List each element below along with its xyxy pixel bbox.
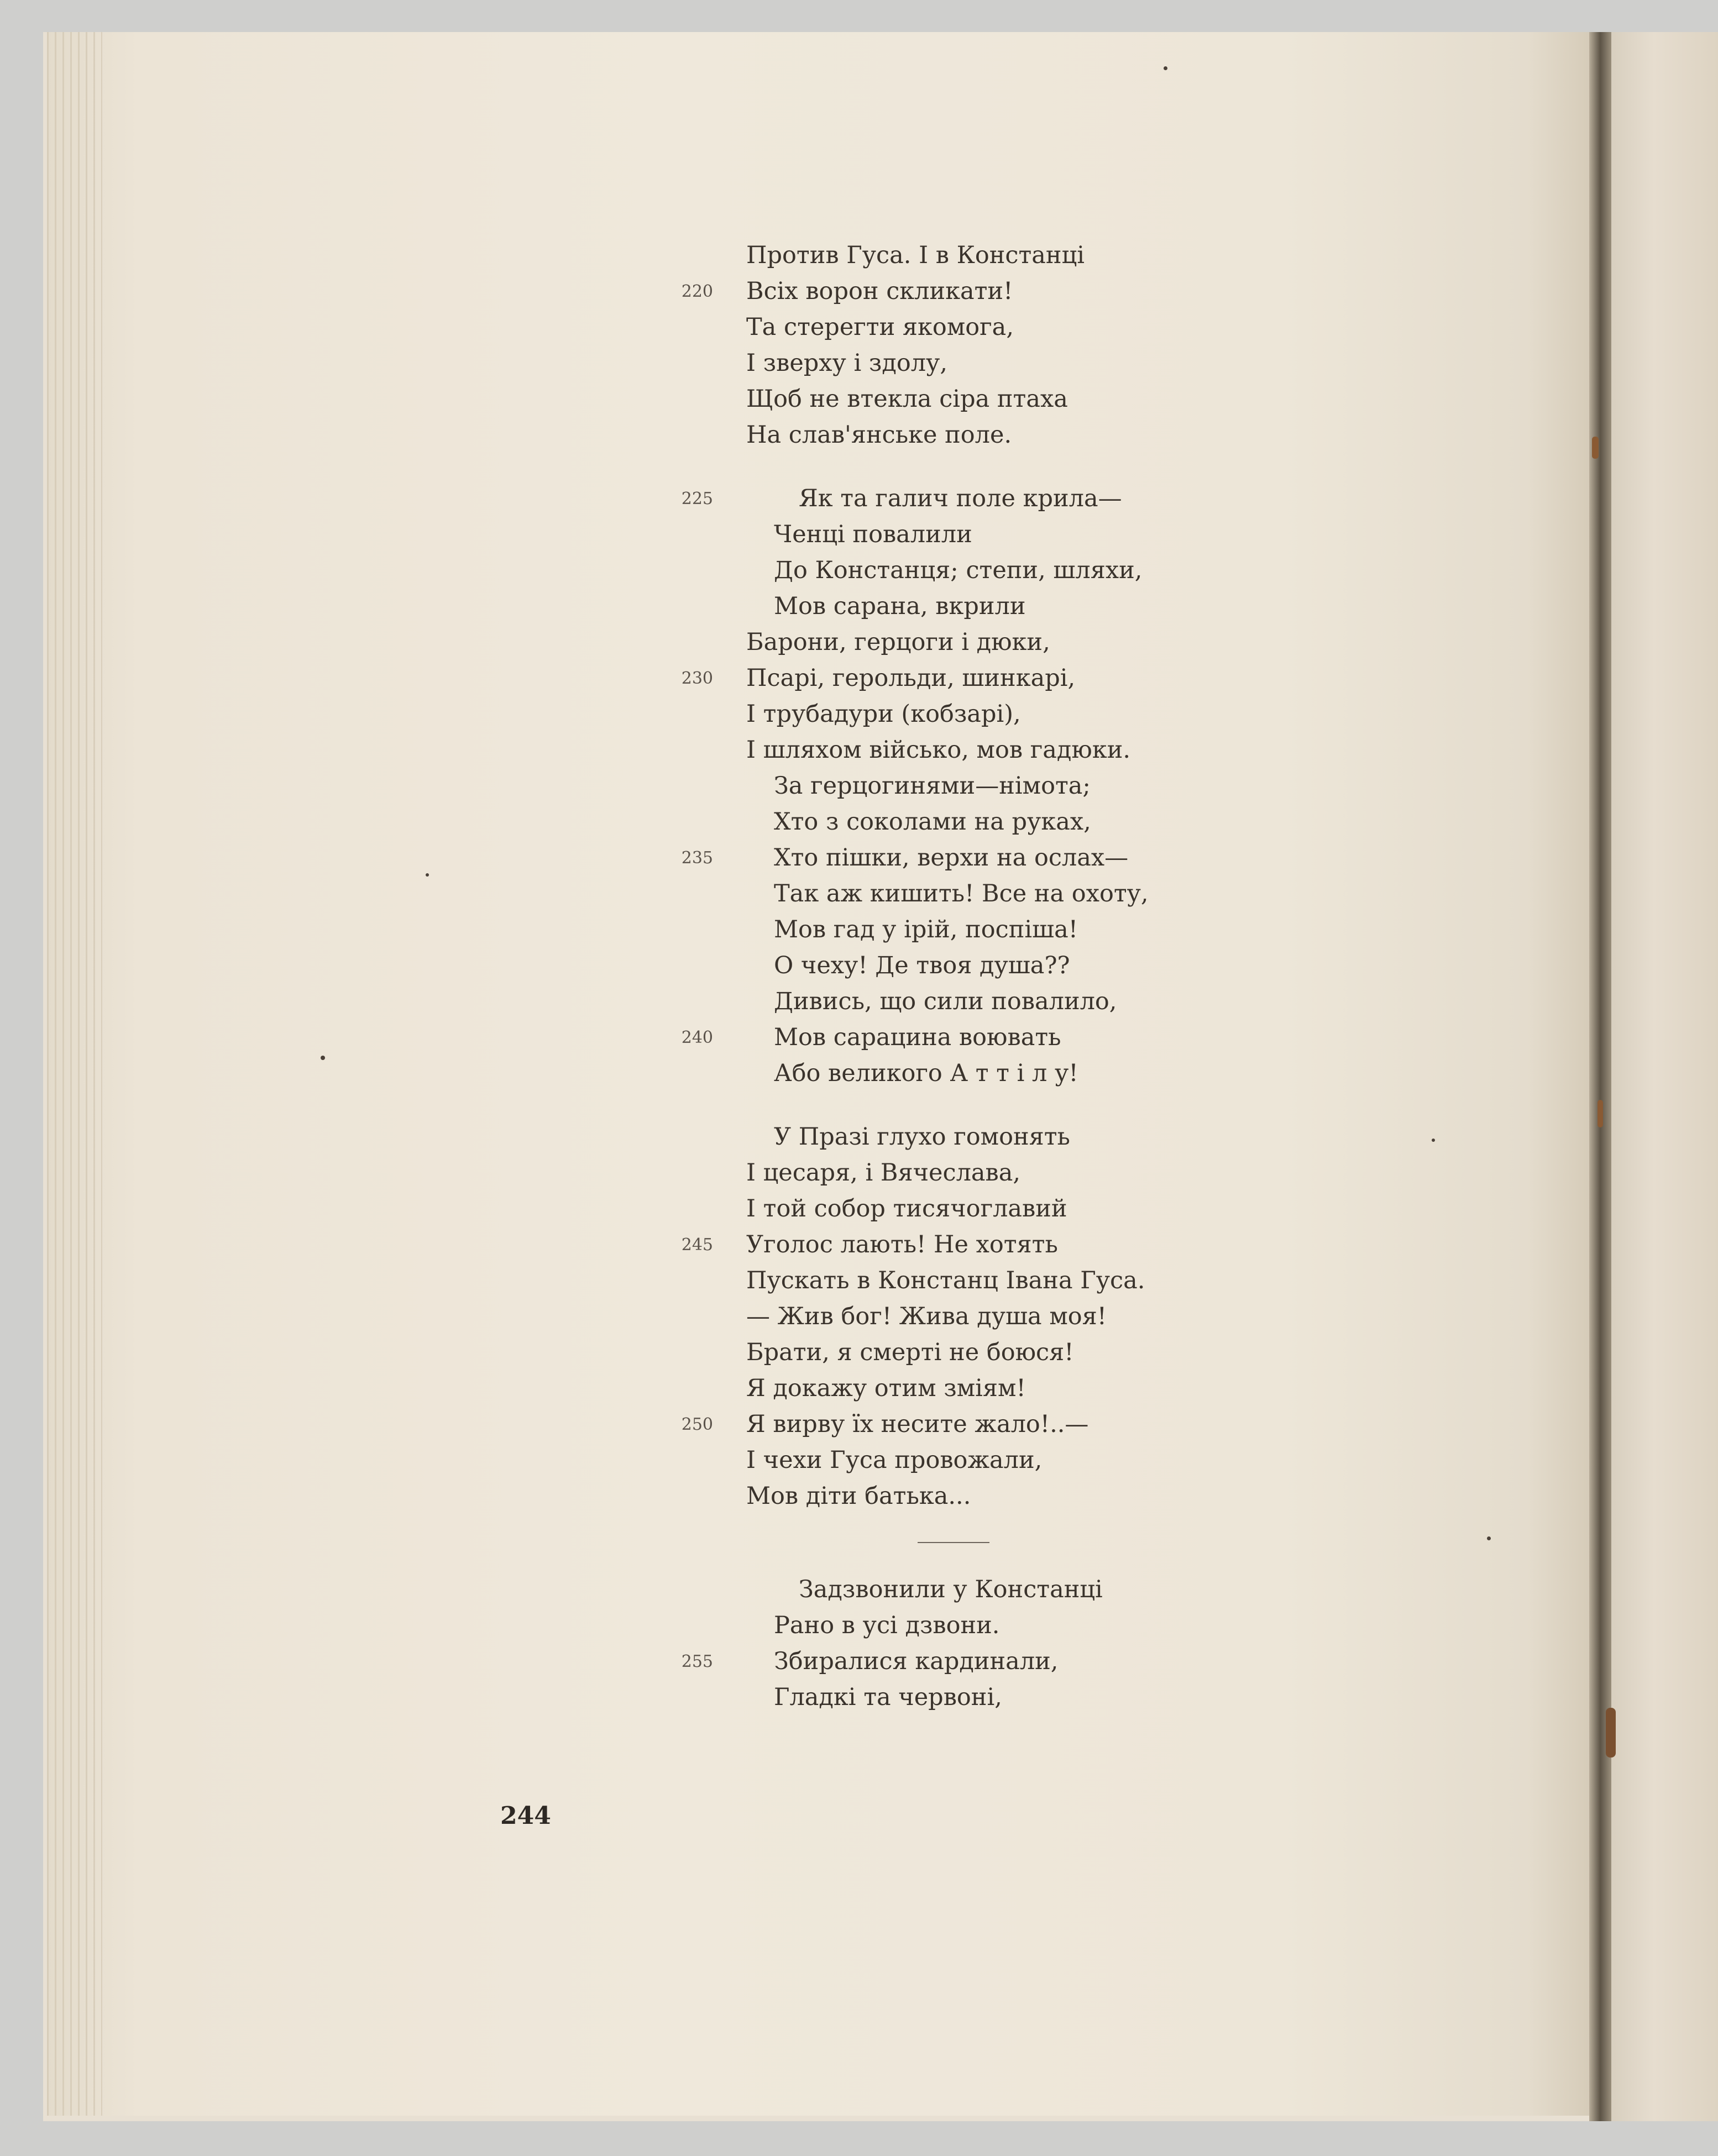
section-divider [680, 1514, 1343, 1572]
line-number: 230 [681, 669, 713, 688]
verse-line [680, 1020, 1343, 1056]
verse-text: Брати, я смерті не боюся! [746, 1339, 1074, 1366]
verse-text: Та стерегти якомога, [746, 313, 1014, 341]
poem-text [680, 238, 1343, 1716]
verse-text: Пускать в Констанц Івана Гуса. [746, 1267, 1145, 1294]
verse-text: Уголос лають! Не хотять [746, 1231, 1058, 1258]
verse-text: І зверху і здолу, [746, 349, 948, 377]
verse-text: Ченці повалили [774, 521, 972, 548]
verse-line [680, 238, 1343, 274]
verse-line [680, 1263, 1343, 1299]
verse-text: Барони, герцоги і дюки, [746, 628, 1050, 656]
verse-text: Псарі, герольди, шинкарі, [746, 664, 1076, 692]
verse-text: І шляхом військо, мов гадюки. [746, 736, 1131, 764]
line-number: 220 [681, 282, 713, 301]
verse-text: У Празі глухо гомонять [774, 1123, 1070, 1151]
paper-speck [1164, 66, 1167, 70]
book-gutter [1589, 32, 1611, 2121]
verse-line [680, 1407, 1343, 1442]
verse-line [680, 876, 1343, 912]
verse-text: Хто пішки, верхи на ослах— [774, 844, 1129, 872]
verse-line [680, 984, 1343, 1020]
verse-text: Мов сарацина воювать [774, 1024, 1061, 1051]
verse-text: Мов гад у ірій, поспіша! [774, 916, 1078, 943]
verse-line [680, 1680, 1343, 1716]
verse-text: Так аж кишить! Все на охоту, [774, 880, 1149, 907]
verse-line [680, 481, 1343, 517]
verse-text: Против Гуса. І в Констанці [746, 242, 1085, 269]
verse-line [680, 1644, 1343, 1680]
verse-text: Всіх ворон скликати! [746, 277, 1013, 305]
verse-line [680, 948, 1343, 984]
verse-text: Я докажу отим зміям! [746, 1375, 1026, 1402]
verse-line [680, 1371, 1343, 1407]
paper-speck [1592, 437, 1599, 459]
paper-speck [321, 1056, 325, 1060]
verse-line [680, 417, 1343, 453]
verse-text: Або великого А т т і л у! [774, 1059, 1078, 1087]
page-number: 244 [500, 1802, 551, 1830]
verse-line [680, 1442, 1343, 1478]
verse-text: До Констанця; степи, шляхи, [774, 557, 1143, 584]
verse-line [680, 1119, 1343, 1155]
line-number: 245 [681, 1235, 713, 1255]
stanza-gap [680, 453, 1343, 481]
verse-text: Хто з соколами на руках, [774, 808, 1091, 836]
paper-speck [426, 873, 429, 877]
line-number: 240 [681, 1028, 713, 1047]
paper-speck [1432, 1139, 1435, 1142]
verse-line [680, 517, 1343, 553]
verse-text: І чехи Гуса провожали, [746, 1446, 1043, 1474]
verse-text: Як та галич поле крила— [799, 485, 1122, 512]
verse-text: Рано в усі дзвони. [774, 1612, 1000, 1639]
verse-text: Мов діти батька... [746, 1482, 971, 1510]
verse-text: За герцогинями—німота; [774, 772, 1091, 800]
line-number: 250 [681, 1415, 713, 1434]
verse-line [680, 1155, 1343, 1191]
line-number: 225 [681, 489, 713, 508]
verse-text: Я вирву їх несите жало!..— [746, 1410, 1089, 1438]
verse-line [680, 589, 1343, 625]
line-number: 255 [681, 1652, 713, 1671]
verse-line [680, 625, 1343, 660]
stanza-gap [680, 1092, 1343, 1119]
verse-line [680, 1572, 1343, 1608]
verse-line [680, 1191, 1343, 1227]
verse-text: Мов сарана, вкрили [774, 592, 1026, 620]
verse-line [680, 1056, 1343, 1092]
line-number: 235 [681, 848, 713, 868]
verse-text: І трубадури (кобзарі), [746, 700, 1021, 728]
verse-line [680, 1608, 1343, 1644]
verse-line [680, 1227, 1343, 1263]
verse-line [680, 274, 1343, 310]
verse-line [680, 1335, 1343, 1371]
page-edges [47, 32, 102, 2116]
verse-text: Щоб не втекла сіра птаха [746, 385, 1068, 413]
verse-text: Дивись, що сили повалило, [774, 988, 1117, 1015]
verse-line [680, 696, 1343, 732]
paper-speck [1606, 1708, 1616, 1758]
verse-line [680, 1299, 1343, 1335]
verse-text: І той собор тисячоглавий [746, 1195, 1067, 1223]
verse-line [680, 345, 1343, 381]
verse-text: Збиралися кардинали, [774, 1648, 1059, 1675]
verse-line [680, 310, 1343, 345]
verse-text: Задзвонили у Констанці [799, 1576, 1103, 1603]
paper-speck [1487, 1536, 1491, 1540]
paper-speck [1597, 1100, 1603, 1127]
verse-line [680, 768, 1343, 804]
verse-text: На слав'янське поле. [746, 421, 1012, 449]
verse-line [680, 912, 1343, 948]
verse-line [680, 840, 1343, 876]
verse-line [680, 553, 1343, 589]
verse-text: І цесаря, і Вячеслава, [746, 1159, 1021, 1187]
facing-page-edge [1611, 32, 1718, 2121]
verse-text: Гладкі та червоні, [774, 1683, 1002, 1711]
verse-line [680, 804, 1343, 840]
verse-line [680, 732, 1343, 768]
verse-text: О чеху! Де твоя душа?? [774, 952, 1070, 979]
verse-line [680, 660, 1343, 696]
verse-line [680, 1478, 1343, 1514]
verse-text: — Жив бог! Жива душа моя! [746, 1303, 1107, 1330]
verse-line [680, 381, 1343, 417]
